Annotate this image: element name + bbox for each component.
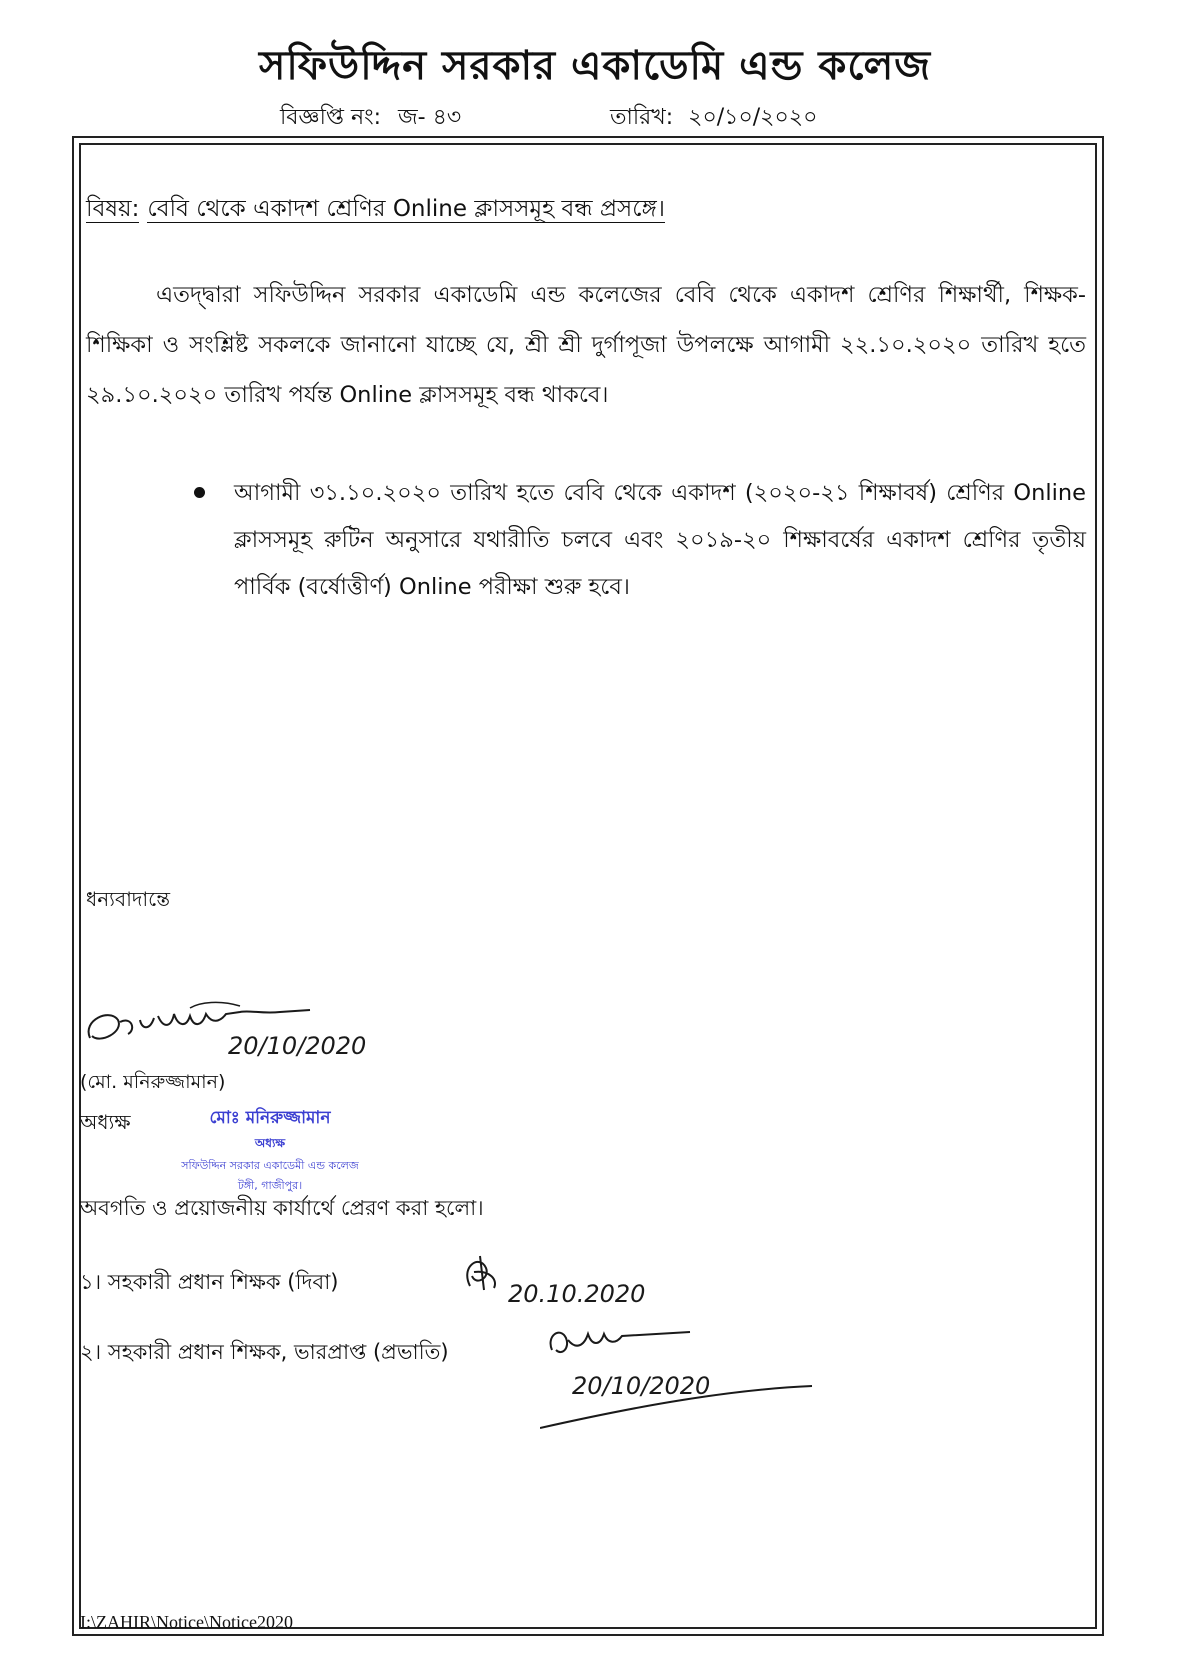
official-stamp [160, 1105, 380, 1196]
distribution-item-1: ১। সহকারী প্রধান শিক্ষক (দিবা) [80, 1270, 339, 1294]
subject-text: বেবি থেকে একাদশ শ্রেণির Online ক্লাসসমূহ বন্ধ প্রসঙ্গে। [147, 196, 665, 222]
initials-signature-2 [540, 1320, 830, 1440]
subject-line [86, 190, 665, 229]
notice-number-value: জ- ৪৩ [397, 105, 462, 130]
principal-name: (মো. মনিরুজ্জামান) [80, 1071, 226, 1093]
notice-number-label: বিজ্ঞপ্তি নং: [280, 105, 381, 130]
subject-label: বিষয়: [86, 196, 140, 222]
closing-thanks: ধন্যবাদান্তে [86, 887, 171, 911]
initials-date-1: 20.10.2020 [508, 1280, 646, 1308]
signature-date: 20/10/2020 [228, 1032, 367, 1060]
body-paragraph: এতদ্দ্বারা সফিউদ্দিন সরকার একাডেমি এন্ড কলেজের বেবি থেকে একাদশ শ্রেণির শিক্ষার্থী, শিক্ষক-শিক্ষিকা ও সংশ্লিষ্ট সকলকে জানানো যাচ্ছে যে, শ্রী শ্রী দুর্গাপূজা উপলক্ষে আগামী ২২.১০.২০২০ তারিখ হতে ২৯.১০.২০২০ তারিখ পর্যন্ত Online ক্লাসসমূহ বন্ধ থাকবে। [86, 282, 1086, 408]
initials-signature-1 [450, 1246, 690, 1316]
bullet-dot-icon [194, 487, 205, 498]
stamp-name: মোঃ মনিরুজ্জামান [209, 1108, 331, 1128]
notice-date [610, 100, 817, 137]
stamp-location: টঙ্গী, গাজীপুর। [237, 1179, 303, 1192]
file-path-footer: I:\ZAHIR\Notice\Notice2020 [80, 1612, 293, 1632]
principal-signature [80, 1000, 440, 1070]
stamp-title: অধ্যক্ষ [254, 1136, 286, 1150]
notice-number [280, 100, 461, 137]
bullet-text: আগামী ৩১.১০.২০২০ তারিখ হতে বেবি থেকে একাদশ (২০২০-২১ শিক্ষাবর্ষ) শ্রেণির Online ক্লাসসমূহ রুটিন অনুসারে যথারীতি চলবে এবং ২০১৯-২০ শিক্ষাবর্ষের একাদশ শ্রেণির তৃতীয় পার্বিক (বর্ষোত্তীর্ণ) Online পরীক্ষা শুরু হবে। [234, 480, 1086, 600]
initials-date-2: 20/10/2020 [572, 1372, 711, 1400]
principal-role: অধ্যক্ষ [80, 1110, 131, 1134]
notice-date-value: ২০/১০/২০২০ [688, 105, 818, 130]
stamp-institution: সফিউদ্দিন সরকার একাডেমী এন্ড কলেজ [181, 1159, 359, 1172]
distribution-item-2: ২। সহকারী প্রধান শিক্ষক, ভারপ্রাপ্ত (প্রভাতি) [80, 1340, 449, 1364]
notice-date-label: তারিখ: [610, 105, 674, 130]
institution-title: সফিউদ্দিন সরকার একাডেমি এন্ড কলেজ [258, 43, 932, 89]
distribution-intro: অবগতি ও প্রয়োজনীয় কার্যার্থে প্রেরণ করা হলো। [80, 1196, 484, 1220]
